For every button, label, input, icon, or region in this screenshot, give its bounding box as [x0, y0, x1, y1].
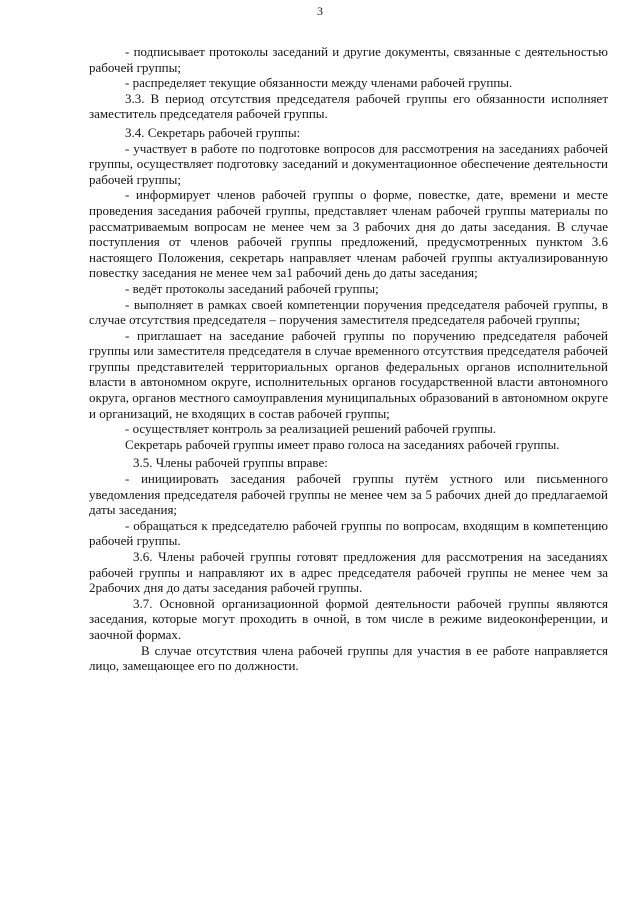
paragraph-members-appeal: - обращаться к председателю рабочей группы по вопросам, входящим в компетенцию рабочей группы. [89, 517, 608, 549]
paragraph-secretary-executes-orders: - выполняет в рамках своей компетенции поручения председателя рабочей группы, в случае отсутствия председателя – поручения заместителя председателя рабочей группы; [89, 296, 608, 328]
document-body [89, 44, 608, 674]
paragraph-absence-substitute: В случае отсутствия члена рабочей группы для участия в ее работе направляется лицо, замещающее его по должности. [89, 642, 608, 674]
paragraph-signs-protocols: - подписывает протоколы заседаний и другие документы, связанные с деятельностью рабочей группы; [89, 44, 608, 75]
page-number: 3 [317, 4, 323, 18]
paragraph-members-initiate: - инициировать заседания рабочей группы путём устного или письменного уведомления председателя рабочей группы не менее чем за 5 рабочих дней до предлагаемой даты заседания; [89, 471, 608, 518]
paragraph-3-7: 3.7. Основной организационной формой деятельности рабочей группы являются заседания, которые могут проходить в очной, в том числе в режиме видеоконференции, и заочной формах. [89, 595, 608, 642]
paragraph-3-3: 3.3. В период отсутствия председателя рабочей группы его обязанности исполняет заместитель председателя рабочей группы. [89, 90, 608, 122]
paragraph-secretary-informs: - информирует членов рабочей группы о форме, повестке, дате, времени и месте проведения заседания рабочей группы, представляет членам рабочей группы материалы по рассматриваемым вопросам не менее чем за 3 рабочих дня до даты заседания. В случае поступления от членов рабочей группы предложений, предусмотренных пунктом 3.6 настоящего Положения, секретарь направляет членам рабочей группы актуализированную повестку заседания не менее чем за1 рабочий день до даты заседания; [89, 187, 608, 281]
paragraph-secretary-voting-right: Секретарь рабочей группы имеет право голоса на заседаниях рабочей группы. [125, 436, 560, 452]
paragraph-secretary-keeps-protocols: - ведёт протоколы заседаний рабочей группы; [125, 280, 379, 296]
paragraph-secretary-invites: - приглашает на заседание рабочей группы по поручению председателя рабочей группы или заместителя председателя в случае временного отсутствия председателя рабочей группы представителей территориальных органов федеральных органов исполнительной власти в автономном округе, исполнительных органов государственной власти автономного округа, органов местного самоуправления муниципальных образований в автономном округе и организаций, не входящих в состав рабочей группы; [89, 327, 608, 421]
paragraph-3-6: 3.6. Члены рабочей группы готовят предложения для рассмотрения на заседаниях рабочей группы и направляют их в адрес председателя рабочей группы не менее чем за 2рабочих дня до даты заседания рабочей группы. [89, 549, 608, 596]
paragraph-3-4-heading: 3.4. Секретарь рабочей группы: [125, 124, 301, 140]
paragraph-secretary-controls: - осуществляет контроль за реализацией решений рабочей группы. [125, 421, 497, 437]
paragraph-distributes-duties: - распределяет текущие обязанности между членами рабочей группы. [125, 75, 513, 91]
paragraph-secretary-participates: - участвует в работе по подготовке вопросов для рассмотрения на заседаниях рабочей группы, осуществляет подготовку заседаний и документационное обеспечение деятельности рабочей группы; [89, 140, 608, 187]
paragraph-3-5-heading: 3.5. Члены рабочей группы вправе: [133, 455, 328, 471]
